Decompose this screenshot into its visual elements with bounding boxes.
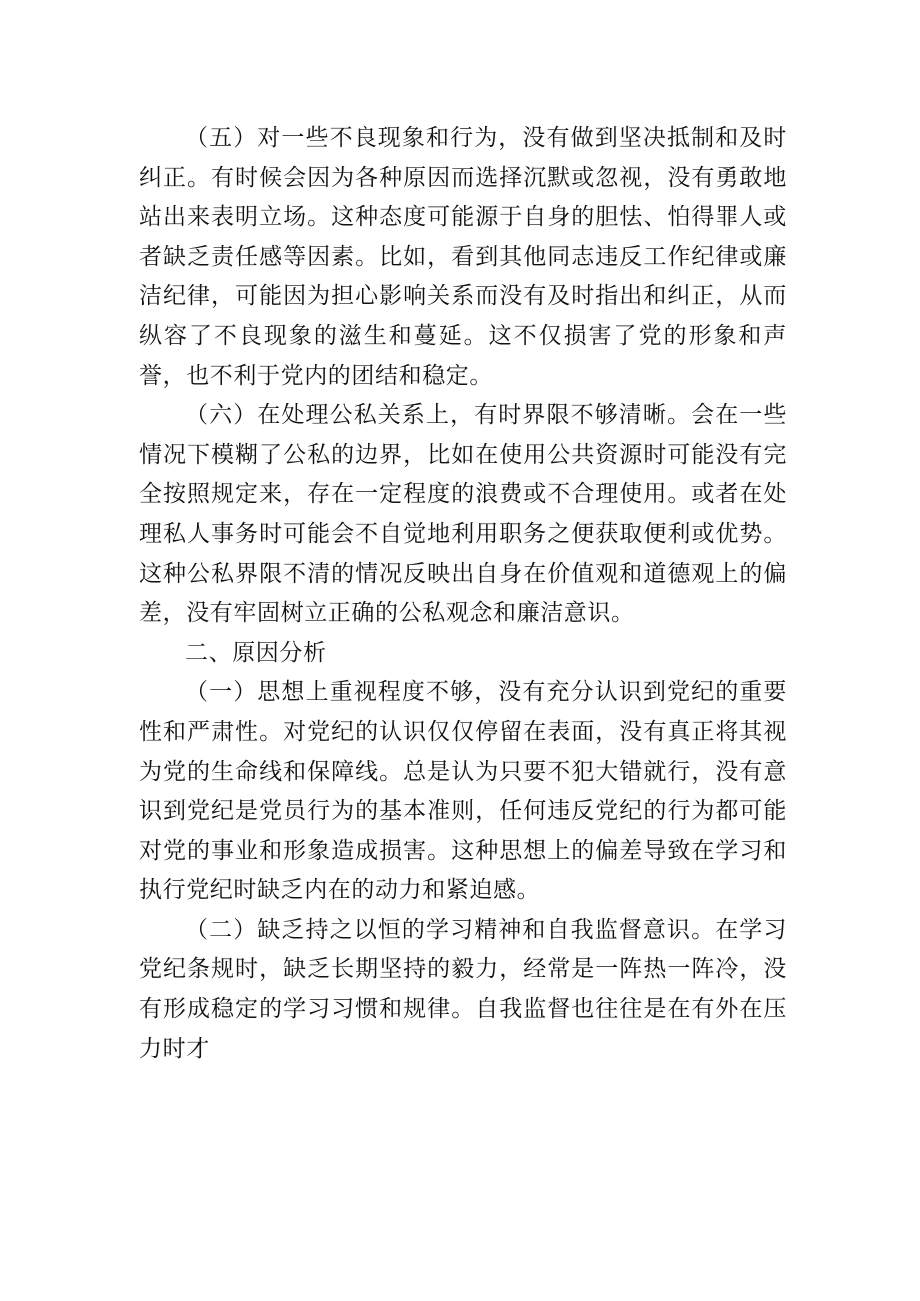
document-body [139, 119, 787, 1069]
section-heading-cause-analysis: 二、原因分析 [185, 639, 327, 666]
paragraph-six: （六）在处理公私关系上，有时界限不够清晰。会在一些情况下模糊了公私的边界，比如在使用公共资源时可能没有完全按照规定来，存在一定程度的浪费或不合理使用。或者在处理私人事务时可能会不自觉地利用职务之便获取便利或优势。这种公私界限不清的情况反映出自身在价值观和道德观上的偏差，没有牢固树立正确的公私观念和廉洁意识。 [139, 402, 787, 627]
paragraph-cause-one: （一）思想上重视程度不够，没有充分认识到党纪的重要性和严肃性。对党纪的认识仅仅停留在表面，没有真正将其视为党的生命线和保障线。总是认为只要不犯大错就行，没有意识到党纪是党员行为的基本准则，任何违反党纪的行为都可能对党的事业和形象造成损害。这种思想上的偏差导致在学习和执行党纪时缺乏内在的动力和紧迫感。 [139, 679, 787, 904]
paragraph-five: （五）对一些不良现象和行为，没有做到坚决抵制和及时纠正。有时候会因为各种原因而选择沉默或忽视，没有勇敢地站出来表明立场。这种态度可能源于自身的胆怯、怕得罪人或者缺乏责任感等因素。比如，看到其他同志违反工作纪律或廉洁纪律，可能因为担心影响关系而没有及时指出和纠正，从而纵容了不良现象的滋生和蔓延。这不仅损害了党的形象和声誉，也不利于党内的团结和稳定。 [139, 125, 787, 389]
paragraph-cause-two: （二）缺乏持之以恒的学习精神和自我监督意识。在学习党纪条规时，缺乏长期坚持的毅力，经常是一阵热一阵冷，没有形成稳定的学习习惯和规律。自我监督也往往是在有外在压力时才 [139, 916, 787, 1062]
